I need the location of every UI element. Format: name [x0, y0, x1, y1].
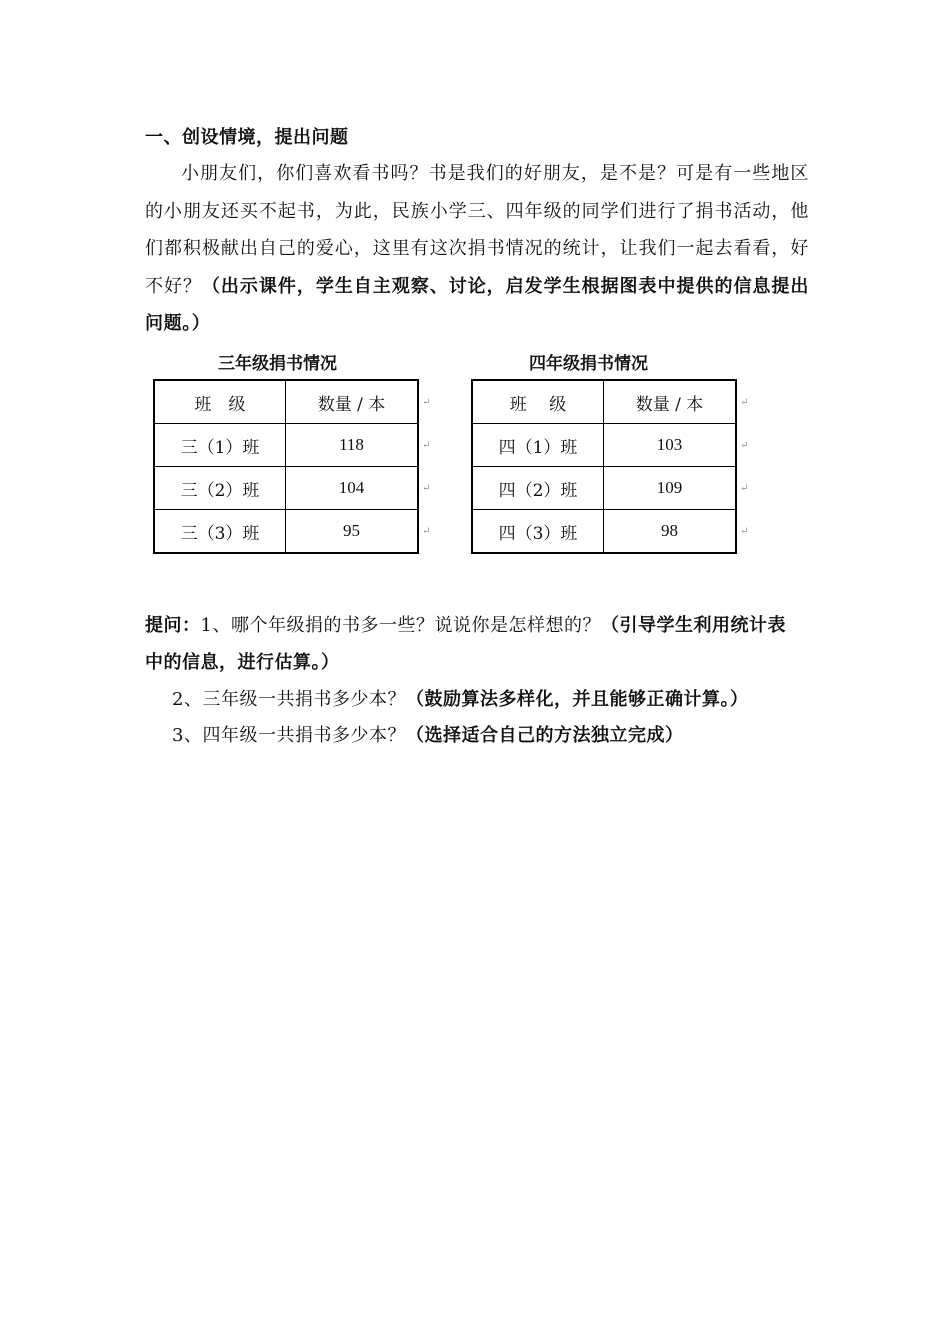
class-cell: 三（1）班	[154, 424, 286, 467]
table-row	[472, 467, 736, 510]
quantity-cell: 103	[604, 424, 737, 467]
question-3-text: 3、四年级一共捐书多少本？	[172, 725, 406, 746]
class-cell: 三（2）班	[154, 467, 286, 510]
section-title: 一、创设情境，提出问题	[145, 127, 349, 148]
quantity-cell: 98	[604, 510, 737, 554]
table-title-grade3: 三年级捐书情况	[218, 354, 337, 374]
question-2-note: （鼓励算法多样化，并且能够正确计算。）	[405, 689, 749, 710]
question-2-line	[172, 688, 748, 712]
question-3-note: （选择适合自己的方法独立完成）	[405, 725, 684, 746]
table-header-row	[472, 380, 736, 424]
quantity-cell: 109	[604, 467, 737, 510]
intro-text: 小朋友们，你们喜欢看书吗？书是我们的好朋友，是不是？可是有一些地区的小朋友还买不起书，为此，民族小学三、四年级的同学们进行了捐书活动，他们都积极献出自己的爱心，这里有这次捐书情况的统计，让我们一起去看看，好不好？	[145, 163, 809, 297]
header-quantity: 数量 / 本	[604, 380, 737, 424]
paragraph-mark-icon: ↵	[422, 440, 431, 451]
class-cell: 三（3）班	[154, 510, 286, 554]
class-cell: 四（3）班	[472, 510, 604, 554]
paragraph-mark-icon: ↵	[740, 440, 749, 451]
intro-note: （出示课件，学生自主观察、讨论，启发学生根据图表中提供的信息提出问题。）	[145, 275, 809, 334]
intro-paragraph	[145, 155, 809, 343]
table-row	[154, 424, 418, 467]
paragraph-mark-icon: ↵	[740, 397, 749, 408]
paragraph-mark-icon: ↵	[422, 526, 431, 537]
paragraph-mark-icon: ↵	[422, 397, 431, 408]
question-2-text: 2、三年级一共捐书多少本？	[172, 689, 406, 710]
table-header-row	[154, 380, 418, 424]
table-title-grade4: 四年级捐书情况	[529, 354, 648, 374]
question-1-note-continued: 中的信息，进行估算。）	[145, 652, 340, 673]
question-1-line	[145, 614, 786, 638]
header-class: 班 级	[472, 380, 604, 424]
table-row	[154, 510, 418, 554]
table-row	[472, 424, 736, 467]
table-row	[472, 510, 736, 554]
question-1-note: （引导学生利用统计表	[600, 615, 786, 636]
question-1-text: 1、哪个年级捐的书多一些？说说你是怎样想的？	[200, 615, 601, 636]
paragraph-mark-icon: ↵	[740, 526, 749, 537]
header-class: 班 级	[154, 380, 286, 424]
grade4-donation-table	[471, 379, 737, 554]
quantity-cell: 104	[286, 467, 419, 510]
table-row	[154, 467, 418, 510]
class-cell: 四（1）班	[472, 424, 604, 467]
class-cell: 四（2）班	[472, 467, 604, 510]
grade3-donation-table	[153, 379, 419, 554]
quantity-cell: 118	[286, 424, 419, 467]
paragraph-mark-icon: ↵	[740, 483, 749, 494]
question-3-line	[172, 724, 683, 748]
header-quantity: 数量 / 本	[286, 380, 419, 424]
question-label: 提问：	[145, 615, 201, 636]
quantity-cell: 95	[286, 510, 419, 554]
paragraph-mark-icon: ↵	[422, 483, 431, 494]
